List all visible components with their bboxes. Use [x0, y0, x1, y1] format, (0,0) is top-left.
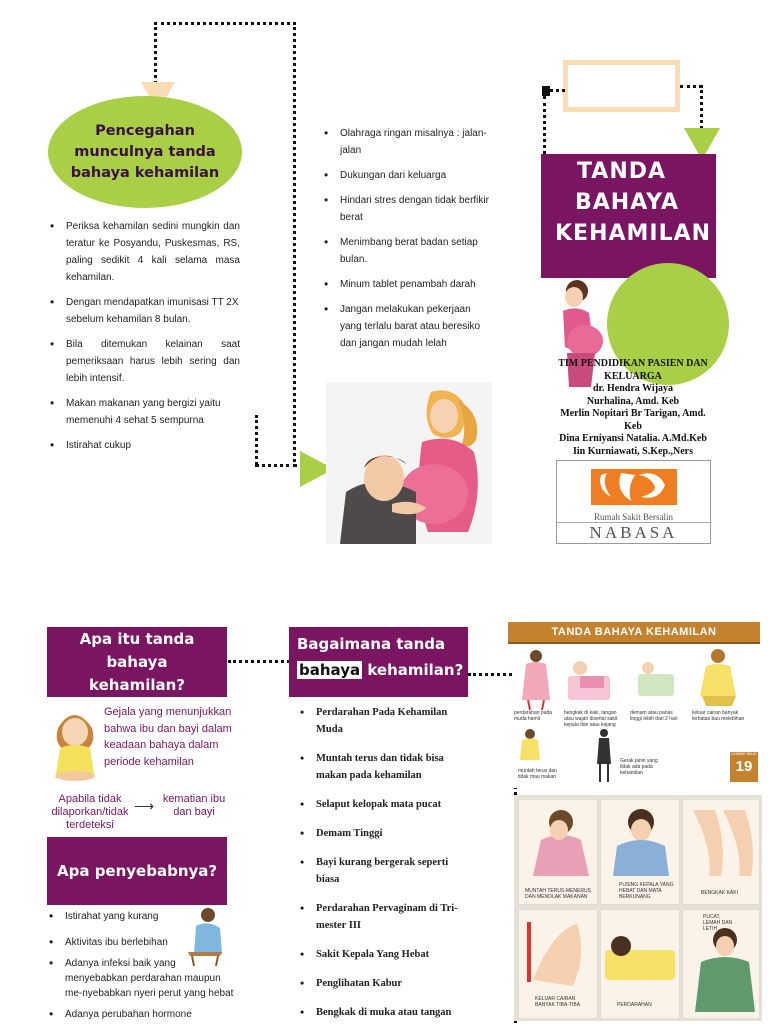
- banner-title: TANDA BAHAYA KEHAMILAN: [551, 626, 717, 638]
- prevention-list: [48, 218, 240, 462]
- list-item: • Menimbang berat badan setiap bulan.: [322, 234, 490, 268]
- swelling-woman-icon: [566, 652, 612, 704]
- bleeding-woman-icon: [516, 648, 556, 710]
- couple-illustration: [326, 382, 492, 544]
- grid-caption: KELUAR CAIRAN BANYAK TIBA-TIBA: [535, 996, 581, 1008]
- cause-list: [47, 908, 237, 1031]
- illustration-row-top: [512, 646, 762, 788]
- cover-title-line: TANDA: [577, 159, 667, 184]
- connector-line: [255, 464, 297, 467]
- flow-left: Apabila tidak dilaporkan/tidak terdeteksi: [51, 793, 129, 831]
- list-item: • Bayi kurang bergerak seperti biasa: [298, 854, 468, 888]
- list-item: • Bila ditemukan kelainan saat pemeriksaan harus lebih sering dan lebih intensif.: [48, 336, 240, 387]
- cover-peach-frame: [563, 60, 680, 112]
- list-item: • Demam Tinggi: [298, 825, 468, 842]
- illustration-caption: perdarahan pada muda hamil: [514, 710, 553, 722]
- illustration-caption: demam atau panas tinggi lebih dari 2 hari: [630, 710, 678, 722]
- team-line: TIM PENDIDIKAN PASIEN DAN: [558, 358, 708, 369]
- list-item: • Sakit Kepala Yang Hebat: [298, 946, 468, 963]
- connector-line: [154, 22, 296, 25]
- list-item: • Hindari stres dengan tidak berfikir berat: [322, 192, 490, 226]
- heading-cause: Apa penyebabnya?: [57, 862, 218, 880]
- cover-title-box: [541, 154, 716, 278]
- list-item: • Makan makanan yang bergizi yaitu memenuhi 4 sehat 5 sempurna: [48, 395, 240, 429]
- heading-how-rest: kehamilan?: [367, 661, 464, 679]
- logo-subtitle: Rumah Sakit Bersalin: [594, 512, 673, 522]
- list-item: • Adanya perubahan hormone: [47, 1006, 237, 1023]
- team-line: Merlin Nopitari Br Tarigan, Amd.: [560, 408, 706, 419]
- team-line: Keb: [624, 420, 642, 432]
- grid-cell-bleeding: [600, 909, 680, 1019]
- grid-caption: PUCAT, LEMAH DAN LETIH: [703, 914, 733, 932]
- team-line: Iin Kurniawati, S.Kep.,Ners: [572, 445, 693, 457]
- grid-cell-swelling: [682, 799, 760, 905]
- prevention-list-continued: [322, 125, 490, 360]
- illustration-caption: muntah terus dan tidak mau makan: [518, 768, 557, 780]
- flipchart-banner: [508, 622, 760, 644]
- standing-woman-icon: [594, 728, 614, 782]
- discharge-woman-icon: [696, 648, 742, 708]
- team-credits: [538, 358, 728, 458]
- ellipse-heading: [48, 96, 242, 208]
- list-item: • Dukungan dari keluarga: [322, 167, 490, 184]
- cover-title-line: KEHAMILAN: [555, 221, 712, 246]
- connector-line: [468, 673, 518, 676]
- fever-woman-icon: [636, 654, 676, 700]
- team-line: dr. Hendra Wijaya: [592, 383, 674, 394]
- list-item: • Periksa kehamilan sedini mungkin dan teratur ke Posyandu, Puskesmas, RS, paling sedikit 4 kali selama masa kehamilan.: [48, 218, 240, 286]
- list-item: • Muntah terus dan tidak bisa makan pada kehamilan: [298, 750, 468, 784]
- connector-line: [255, 415, 258, 465]
- grid-cell-discharge: [518, 909, 598, 1019]
- grid-caption: PUSING KEPALA YANG HEBAT DAN MATA BERKUNANG: [619, 882, 674, 900]
- team-line: Dina Erniyansi Natalia. A.Md.Keb: [559, 433, 707, 444]
- heading-box-cause: [47, 837, 227, 905]
- heading-how: [289, 627, 468, 683]
- connector-line: [680, 85, 702, 88]
- heading-how-line1: Bagaimana tanda: [297, 635, 446, 653]
- list-item: • Bengkak di muka atau tangan: [298, 1004, 468, 1021]
- grid-caption: PERDARAHAN: [617, 1002, 652, 1008]
- illustration-caption: bengkak di kaki, tangan atau wajah disertai sakit kepala dan atau kejang: [564, 710, 618, 728]
- list-item: • Perdarahan Pervaginam di Tri-mester III: [298, 900, 468, 934]
- list-item: • Minum tablet penambah darah: [322, 276, 490, 293]
- ellipse-title: Pencegahan munculnya tanda bahaya kehamilan: [70, 122, 220, 181]
- list-item: • Olahraga ringan misalnya : jalan-jalan: [322, 125, 490, 159]
- illustration-grid: [514, 795, 762, 1021]
- grid-cell-vomiting: [518, 799, 598, 905]
- grid-cell-pale: [682, 909, 760, 1019]
- list-item: • Jangan melakukan pekerjaan yang terlalu barat atau beresiko dan jangan mudah lelah: [322, 301, 490, 352]
- connector-line: [550, 89, 565, 92]
- connector-line: [700, 85, 703, 129]
- list-item: • Istirahat yang kurang: [47, 908, 237, 925]
- illustration-caption: keluar cairan banyak terbatas bau melebihan: [692, 710, 745, 722]
- list-item: • Selaput kelopak mata pucat: [298, 796, 468, 813]
- connector-line: [293, 22, 296, 467]
- list-item: • Istirahat cukup: [48, 437, 240, 454]
- vomiting-woman-icon: [516, 728, 546, 766]
- grid-caption: BENGKAK KAKI: [701, 890, 738, 896]
- cover-title-line: BAHAYA: [575, 190, 679, 215]
- connector-line: [154, 22, 157, 84]
- hospital-logo: [556, 460, 711, 544]
- list-item: • Adanya infeksi baik yang menyebabkan perdarahan maupun me-nyebabkan nyeri perut yang hebat: [47, 956, 237, 1001]
- girl-illustration: [50, 706, 100, 782]
- connector-line: [543, 96, 546, 154]
- heading-box-what: [47, 627, 227, 697]
- page-badge: [730, 752, 758, 782]
- page-number: 19: [735, 758, 753, 775]
- square-marker: [542, 86, 550, 96]
- team-line: Nurhalina, Amd. Keb: [586, 395, 680, 407]
- team-line: KELUARGA: [604, 370, 662, 382]
- page-badge-label: LEMBAR BALIK: [731, 752, 757, 756]
- list-item: • Perdarahan Pada Kehamilan Muda: [298, 704, 468, 738]
- heading-highlight: bahaya: [299, 661, 361, 679]
- danger-signs-list: [298, 704, 468, 1029]
- grid-caption: MUNTAH TERUS-MENERUS DAN MENOLAK MAKANAN: [525, 888, 591, 900]
- logo-name: NABASA: [557, 522, 710, 543]
- list-item: • Dengan mendapatkan imunisasi TT 2X sebelum kehamilan 8 bulan.: [48, 294, 240, 328]
- illustration-caption: Gerak janin yang tidak ada pada kehamilan: [620, 758, 658, 776]
- flow-right: kematian ibu dan bayi: [162, 793, 226, 818]
- grid-cell-headache: [600, 799, 680, 905]
- list-item: • Penglihatan Kabur: [298, 975, 468, 992]
- list-item: • Aktivitas ibu berlebihan: [47, 934, 237, 951]
- connector-line: [228, 660, 290, 663]
- heading-box-how: [289, 627, 468, 697]
- definition-text: Gejala yang menunjukkan bahwa ibu dan bayi dalam keadaan bahaya dalam periode kehamilan: [104, 706, 232, 768]
- heading-how-line2: [297, 657, 468, 683]
- flow-arrow-icon: ⟶: [134, 798, 155, 814]
- heading-what: Apa itu tanda bahaya kehamilan?: [79, 629, 195, 694]
- cover-title: [541, 156, 716, 249]
- logo-mark-icon: [587, 465, 681, 509]
